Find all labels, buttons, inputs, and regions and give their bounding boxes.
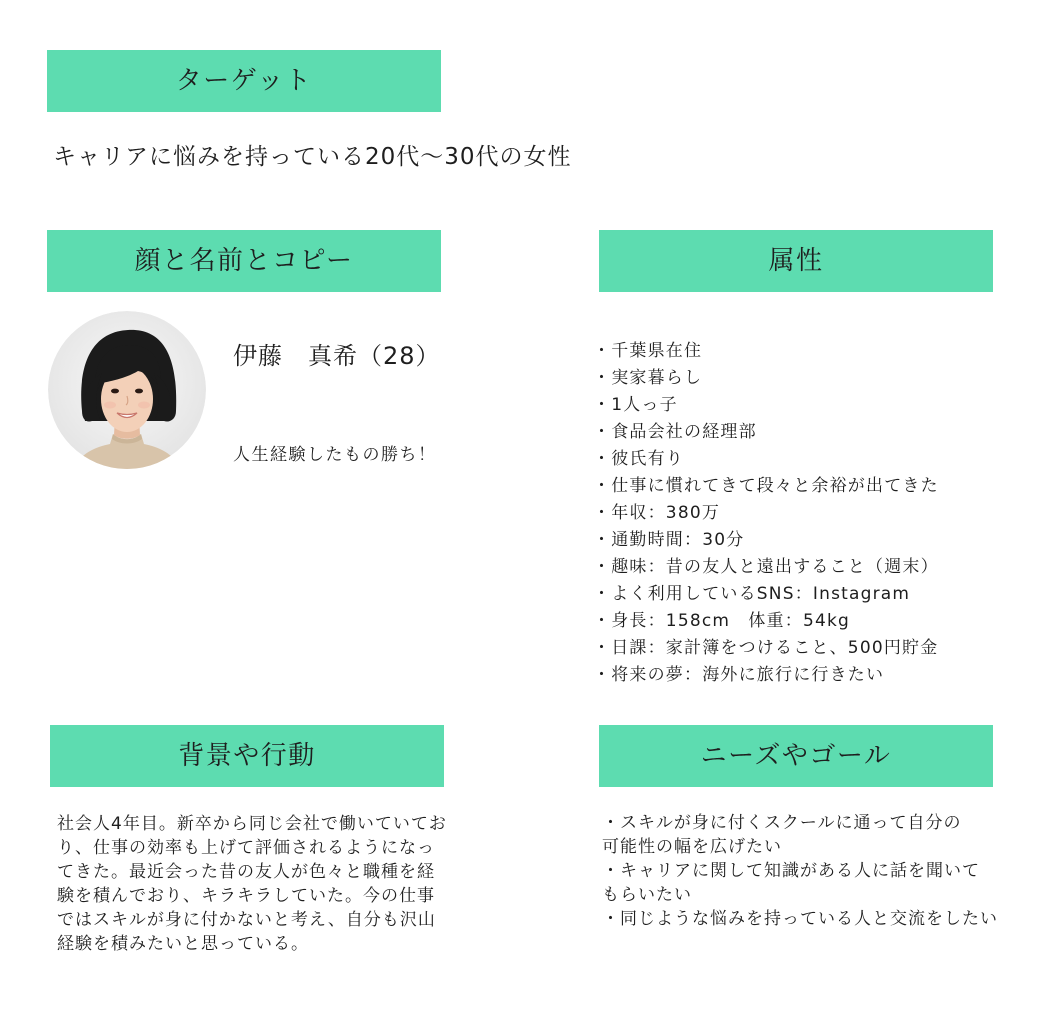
profile-section-header xyxy=(47,230,441,292)
background-text-line: 経験を積みたいと思っている。 xyxy=(57,934,309,954)
persona-name: 伊藤 真希（28） xyxy=(233,342,441,370)
background-text xyxy=(57,812,447,956)
attribute-item: ・実家暮らし xyxy=(593,368,703,388)
needs-text-line: 可能性の幅を広げたい xyxy=(602,837,782,857)
attributes-list xyxy=(593,338,939,689)
persona-catchcopy: 人生経験したもの勝ち！ xyxy=(233,445,437,465)
attribute-item: ・身長：158cm 体重：54kg xyxy=(593,611,851,631)
background-text-line: てきた。最近会った昔の友人が色々と職種を経 xyxy=(57,862,435,882)
attribute-item: ・趣味：昔の友人と遠出すること（週末） xyxy=(593,557,939,577)
eye-right xyxy=(135,389,143,394)
target-description: キャリアに悩みを持っている20代〜30代の女性 xyxy=(53,144,572,170)
attributes-section-header xyxy=(599,230,993,292)
background-text-line: 験を積んでおり、キラキラしていた。今の仕事 xyxy=(57,886,435,906)
attribute-item: ・日課：家計簿をつけること、500円貯金 xyxy=(593,638,939,658)
background-section-header xyxy=(50,725,444,787)
background-text-line: り、仕事の効率も上げて評価されるようになっ xyxy=(57,838,435,858)
needs-text-line: ・同じような悩みを持っている人と交流をしたい xyxy=(602,909,998,929)
target-section-title: ターゲット xyxy=(175,66,313,96)
needs-text-line: もらいたい xyxy=(602,885,692,905)
needs-text-line: ・スキルが身に付くスクールに通って自分の xyxy=(602,813,962,833)
target-section-header xyxy=(47,50,441,112)
attribute-item: ・千葉県在住 xyxy=(593,341,703,361)
attribute-item: ・通勤時間：30分 xyxy=(593,530,745,550)
portrait-photo xyxy=(48,311,206,469)
background-section-title: 背景や行動 xyxy=(178,741,316,771)
attribute-item: ・年収：380万 xyxy=(593,503,721,523)
cheek-left xyxy=(104,402,116,409)
cheek-right xyxy=(138,402,150,409)
background-text-line: 社会人4年目。新卒から同じ会社で働いていてお xyxy=(57,814,447,834)
needs-text-line: ・キャリアに関して知識がある人に話を聞いて xyxy=(602,861,980,881)
needs-list xyxy=(602,811,998,931)
needs-section-title: ニーズやゴール xyxy=(700,741,892,771)
profile-section-title: 顔と名前とコピー xyxy=(134,246,354,276)
background-text-line: ではスキルが身に付かないと考え、自分も沢山 xyxy=(57,910,436,930)
avatar xyxy=(48,311,206,469)
attribute-item: ・将来の夢：海外に旅行に行きたい xyxy=(593,665,885,685)
attribute-item: ・食品会社の経理部 xyxy=(593,422,757,442)
attributes-section-title: 属性 xyxy=(768,246,824,276)
attribute-item: ・仕事に慣れてきて段々と余裕が出てきた xyxy=(593,476,939,496)
needs-section-header xyxy=(599,725,993,787)
attribute-item: ・よく利用しているSNS：Instagram xyxy=(593,584,911,604)
attribute-item: ・1人っ子 xyxy=(593,395,678,415)
eye-left xyxy=(111,389,119,394)
attribute-item: ・彼氏有り xyxy=(593,449,684,469)
